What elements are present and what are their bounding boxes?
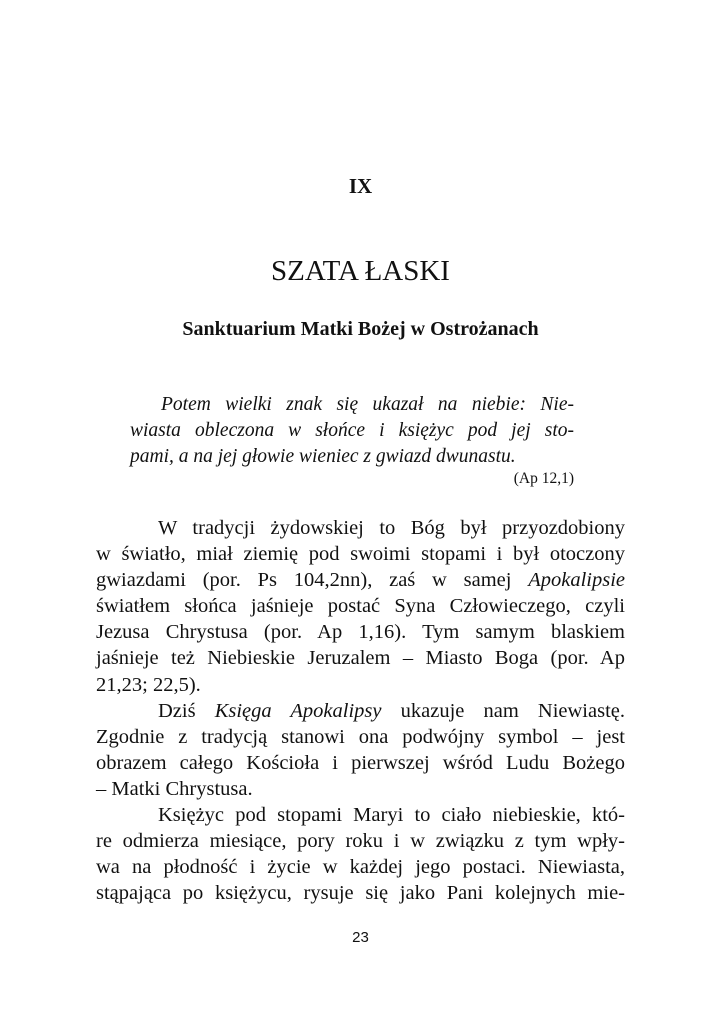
italic-title: Księga Apokalipsy [214, 699, 382, 722]
epigraph-line: wiasta obleczona w słońce i księżyc pod jej sto- [130, 420, 574, 441]
text-span: ukazuje nam Niewiastę. [381, 699, 625, 722]
text-span: gwiazdami (por. Ps 104,2nn), zaś w samej [96, 569, 529, 592]
text-line: stąpająca po księżycu, rysuje się jako Pani kolejnych mie- [96, 882, 625, 905]
text-line: re odmierza miesiące, pory roku i w związku z tym wpły- [96, 830, 625, 853]
text-line: wa na płodność i życie w każdej jego postaci. Niewiasta, [96, 856, 625, 879]
text-line: jaśnieje też Niebieskie Jeruzalem – Miasto Boga (por. Ap [96, 647, 625, 670]
text-line [96, 698, 625, 724]
epigraph-source: (Ap 12,1) [513, 470, 574, 487]
body-text [96, 515, 625, 906]
text-span: Dziś [158, 699, 215, 722]
text-line: Zgodnie z tradycją stanowi ona podwójny symbol – jest [96, 725, 625, 748]
page-number: 23 [352, 929, 369, 946]
epigraph [130, 392, 574, 470]
italic-title: Apokalipsie [528, 569, 625, 592]
epigraph-line: pami, a na jej głowie wieniec z gwiazd dwunastu. [130, 446, 516, 467]
text-line: W tradycji żydowskiej to Bóg był przyozdobiony [158, 517, 625, 539]
chapter-number: IX [348, 174, 373, 198]
text-line: 21,23; 22,5). [96, 673, 201, 696]
text-line: obrazem całego Kościoła i pierwszej wśród Ludu Bożego [96, 751, 625, 774]
text-line: światłem słońca jaśnieje postać Syna Człowieczego, czyli [96, 595, 625, 618]
epigraph-line: Potem wielki znak się ukazał na niebie: Nie- [161, 394, 574, 415]
text-line: Księżyc pod stopami Maryi to ciało niebieskie, któ- [158, 804, 625, 827]
text-line: Jezusa Chrystusa (por. Ap 1,16). Tym samym blaskiem [96, 621, 625, 644]
text-line [96, 567, 625, 593]
text-line: w światło, miał ziemię pod swoimi stopami i był otoczony [96, 543, 625, 566]
text-line: – Matki Chrystusa. [96, 777, 253, 800]
chapter-title: SZATA ŁASKI [271, 255, 450, 287]
chapter-subtitle: Sanktuarium Matki Bożej w Ostrożanach [182, 318, 539, 340]
